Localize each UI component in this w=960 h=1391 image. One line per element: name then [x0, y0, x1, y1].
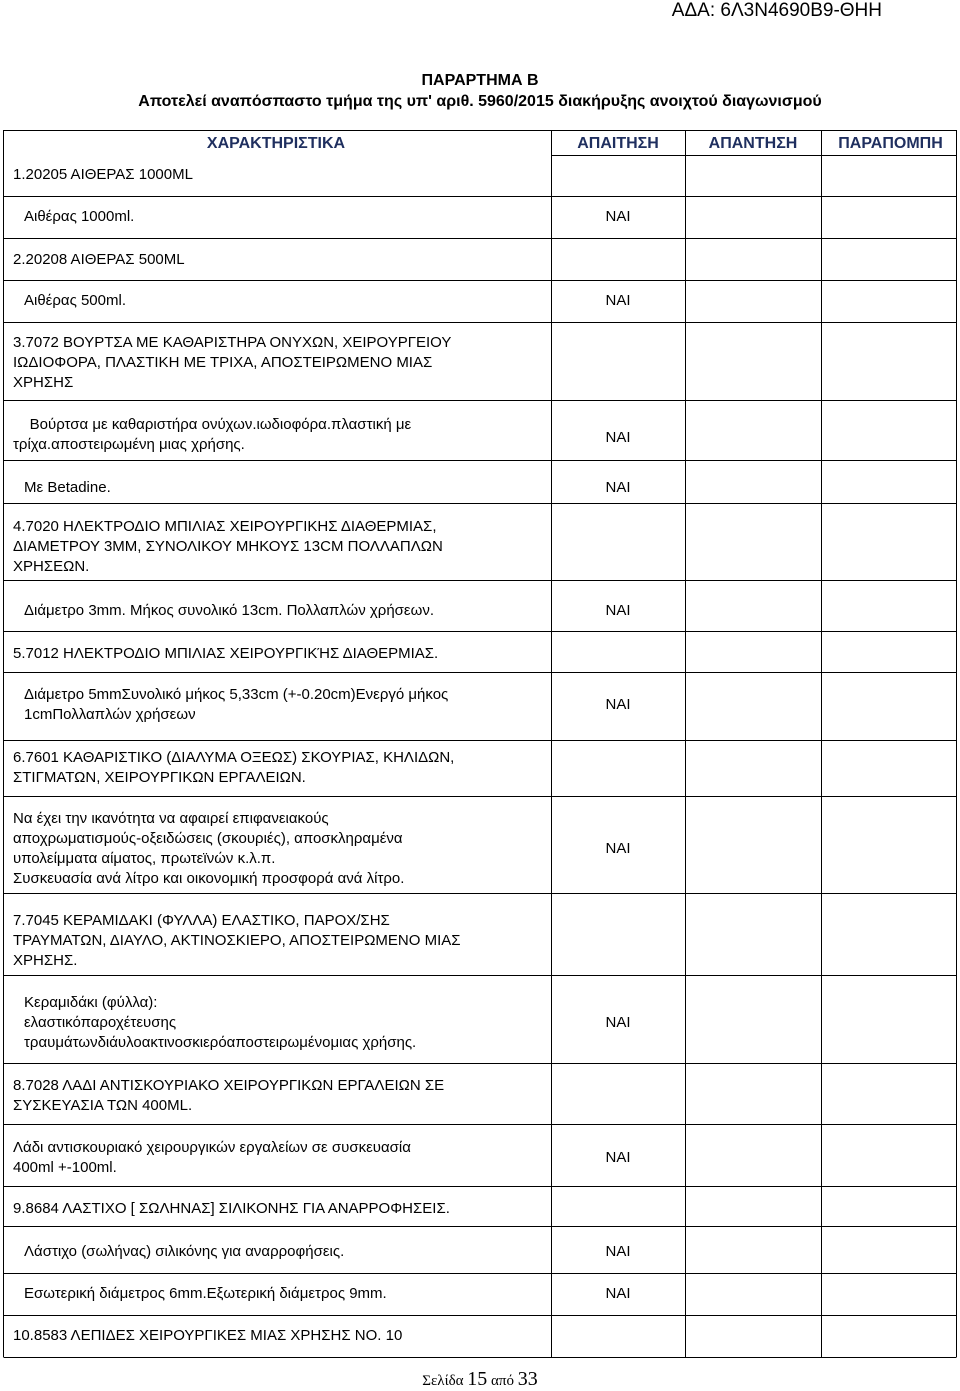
- spec-line: Εσωτερική διάμετρος 6mm.Εξωτερική διάμετρος 9mm.: [24, 1285, 387, 1302]
- spec-text: [13, 1138, 411, 1178]
- item-title-line: 5.7012 ΗΛΕΚΤΡΟΔΙΟ ΜΠΙΛΙΑΣ ΧΕΙΡΟΥΡΓΙΚΉΣ ΔΙΑΘΕΡΜΙΑΣ.: [13, 645, 439, 662]
- spec-line: Συσκευασία ανά λίτρο και οικονομική προσφορά ανά λίτρο.: [13, 870, 405, 887]
- requirement-value: ΝΑΙ: [605, 208, 631, 225]
- item-title: [13, 911, 461, 971]
- spec-text: [24, 1284, 387, 1304]
- spec-text: [24, 207, 134, 227]
- spec-text: [24, 993, 416, 1053]
- spec-line: Διάμετρο 3mm. Μήκος συνολικό 13cm. Πολλαπλών χρήσεων.: [24, 602, 434, 619]
- spec-line: 400ml +-100ml.: [13, 1159, 117, 1176]
- item-title: [13, 1326, 402, 1346]
- requirement-value: ΝΑΙ: [605, 292, 631, 309]
- spec-line: Να έχει την ικανότητα να αφαιρεί επιφανειακούς: [13, 810, 329, 827]
- requirement-value: ΝΑΙ: [605, 1285, 631, 1302]
- requirement-value: ΝΑΙ: [605, 1014, 631, 1031]
- item-title: [13, 517, 443, 577]
- spec-text: [13, 809, 404, 889]
- item-title: [13, 333, 451, 393]
- item-title-line: 10.8583 ΛΕΠΙΔΕΣ ΧΕΙΡΟΥΡΓΙΚΕΣ ΜΙΑΣ ΧΡΗΣΗΣ ΝΟ. 10: [13, 1327, 403, 1344]
- annex-subtitle: Αποτελεί αναπόσπαστο τμήμα της υπ' αριθ. 5960/2015 διακήρυξης ανοιχτού διαγωνισμού: [138, 93, 822, 110]
- item-title-line: ΧΡΗΣΗΣ: [13, 374, 74, 391]
- page-of: από: [491, 1373, 514, 1389]
- item-title-line: 1.20205 ΑΙΘΕΡΑΣ 1000ML: [13, 166, 193, 183]
- item-title-line: ΣΥΣΚΕΥΑΣΙΑ ΤΩΝ 400ML.: [13, 1097, 193, 1114]
- spec-text: [24, 685, 448, 725]
- col-header-reference: ΠΑΡΑΠΟΜΠΗ: [838, 135, 943, 152]
- item-title-line: ΣΤΙΓΜΑΤΩΝ, ΧΕΙΡΟΥΡΓΙΚΩΝ ΕΡΓΑΛΕΙΩΝ.: [13, 769, 306, 786]
- item-title: [13, 1076, 444, 1116]
- spec-line: τρίχα.αποστειρωμένη μιας χρήσης.: [13, 436, 245, 453]
- spec-line: Λάστιχο (σωλήνας) σιλικόνης για αναρροφήσεις.: [24, 1243, 345, 1260]
- item-title: [13, 250, 185, 270]
- item-title-line: ΤΡΑΥΜΑΤΩΝ, ΔΙΑΥΛΟ, ΑΚΤΙΝΟΣΚΙΕΡΟ, ΑΠΟΣΤΕΙΡΩΜΕΝΟ ΜΙΑΣ: [13, 932, 461, 949]
- spec-line: αποχρωματισμούς-οξειδώσεις (σκουριές), αποσκληραμένα: [13, 830, 403, 847]
- requirement-value: ΝΑΙ: [605, 479, 631, 496]
- item-title: [13, 165, 193, 185]
- requirement-value: ΝΑΙ: [605, 1149, 631, 1166]
- spec-line: τραυμάτωνδιάυλοακτινοσκιερόαποστειρωμένομιας χρήσης.: [24, 1034, 417, 1051]
- page-word: Σελίδα: [422, 1373, 464, 1389]
- spec-line: 1cmΠολλαπλών χρήσεων: [24, 706, 196, 723]
- item-title-line: ΙΩΔΙΟΦΟΡΑ, ΠΛΑΣΤΙΚΗ ΜΕ ΤΡΙΧΑ, ΑΠΟΣΤΕΙΡΩΜΕΝΟ ΜΙΑΣ: [13, 354, 433, 371]
- spec-text: [13, 415, 411, 455]
- spec-line: Βούρτσα με καθαριστήρα ονύχων.ιωδιοφόρα.πλαστική με: [13, 416, 412, 433]
- spec-text: [24, 291, 126, 311]
- page-footer: [0, 1368, 960, 1391]
- spec-line: Διάμετρο 5mmΣυνολικό μήκος 5,33cm (+-0.20cm)Ενεργό μήκος: [24, 686, 449, 703]
- spec-line: Λάδι αντισκουριακό χειρουργικών εργαλείων σε συσκευασία: [13, 1139, 411, 1156]
- requirement-value: ΝΑΙ: [605, 696, 631, 713]
- item-title-line: 6.7601 ΚΑΘΑΡΙΣΤΙΚΟ (ΔΙΑΛΥΜΑ ΟΞΕΩΣ) ΣΚΟΥΡΙΑΣ, ΚΗΛΙΔΩΝ,: [13, 749, 455, 766]
- requirement-value: ΝΑΙ: [605, 602, 631, 619]
- requirement-value: ΝΑΙ: [605, 840, 631, 857]
- item-title-line: 9.8684 ΛΑΣΤΙΧΟ [ ΣΩΛΗΝΑΣ] ΣΙΛΙΚΟΝΗΣ ΓΙΑ ΑΝΑΡΡΟΦΗΣΕΙΣ.: [13, 1200, 450, 1217]
- col-header-answer: ΑΠΑΝΤΗΣΗ: [708, 135, 798, 152]
- spec-line: Κεραμιδάκι (φύλλα):: [24, 994, 158, 1011]
- ada-watermark: ΑΔΑ: 6Λ3Ν4690Β9-ΘΗΗ: [671, 0, 882, 21]
- spec-text: [24, 478, 111, 498]
- page-total: 33: [517, 1368, 538, 1390]
- item-title: [13, 1199, 450, 1219]
- item-title-line: ΔΙΑΜΕΤΡΟΥ 3ΜΜ, ΣΥΝΟΛΙΚΟΥ ΜΗΚΟΥΣ 13CM ΠΟΛΛΑΠΛΩΝ: [13, 538, 443, 555]
- item-title: [13, 644, 438, 664]
- item-title-line: 4.7020 ΗΛΕΚΤΡΟΔΙΟ ΜΠΙΛΙΑΣ ΧΕΙΡΟΥΡΓΙΚΗΣ ΔΙΑΘΕΡΜΙΑΣ,: [13, 518, 437, 535]
- spec-text: [24, 601, 434, 621]
- spec-line: Αιθέρας 1000ml.: [24, 208, 135, 225]
- spec-line: υπολείμματα αίματος, πρωτεϊνών κ.λ.π.: [13, 850, 276, 867]
- spec-line: Με Betadine.: [24, 479, 111, 496]
- item-title-line: ΧΡΗΣΗΣ.: [13, 952, 78, 969]
- item-title-line: 8.7028 ΛΑΔΙ ΑΝΤΙΣΚΟΥΡΙΑΚΟ ΧΕΙΡΟΥΡΓΙΚΩΝ ΕΡΓΑΛΕΙΩΝ ΣΕ: [13, 1077, 445, 1094]
- requirement-value: ΝΑΙ: [605, 1243, 631, 1260]
- item-title-line: 7.7045 ΚΕΡΑΜΙΔΑΚΙ (ΦΥΛΛΑ) ΕΛΑΣΤΙΚΟ, ΠΑΡΟΧ/ΣΗΣ: [13, 912, 390, 929]
- col-header-characteristics: ΧΑΡΑΚΤΗΡΙΣΤΙΚΑ: [206, 135, 346, 152]
- annex-title: ΠΑΡΑΡΤΗΜΑ Β: [421, 72, 539, 89]
- col-header-requirement: ΑΠΑΙΤΗΣΗ: [577, 135, 659, 152]
- spec-text: [24, 1242, 344, 1262]
- spec-line: Αιθέρας 500ml.: [24, 292, 126, 309]
- item-title-line: ΧΡΗΣΕΩΝ.: [13, 558, 90, 575]
- spec-line: ελαστικόπαροχέτευσης: [24, 1014, 177, 1031]
- item-title: [13, 748, 454, 788]
- requirement-value: ΝΑΙ: [605, 429, 631, 446]
- item-title-line: 2.20208 ΑΙΘΕΡΑΣ 500ML: [13, 251, 185, 268]
- page-number: 15: [467, 1368, 488, 1390]
- item-title-line: 3.7072 ΒΟΥΡΤΣΑ ΜΕ ΚΑΘΑΡΙΣΤΗΡΑ ΟΝΥΧΩΝ, ΧΕΙΡΟΥΡΓΕΙΟΥ: [13, 334, 452, 351]
